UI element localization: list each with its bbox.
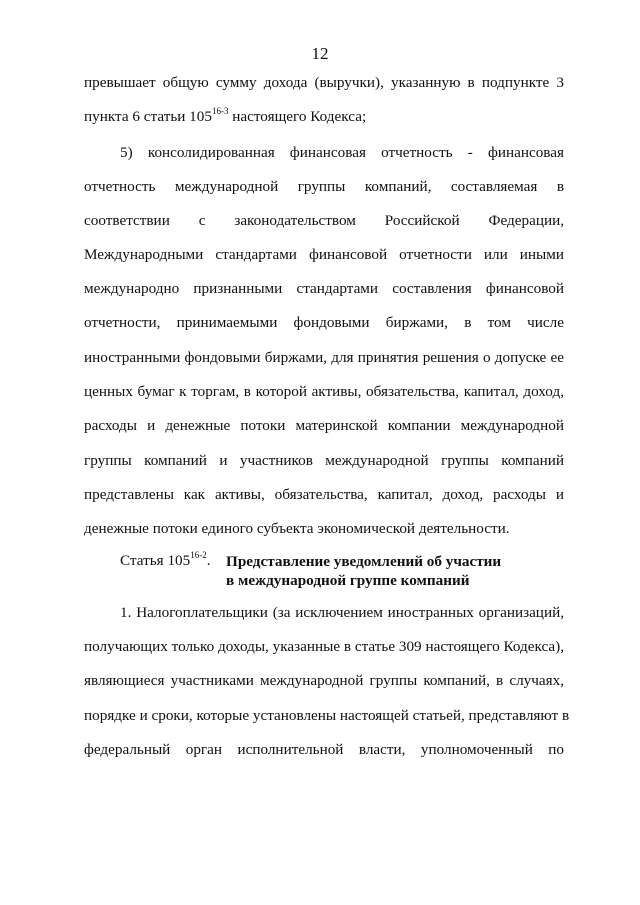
text-line: 1. Налогоплательщики (за исключением иностранных организаций, [120,604,564,621]
text-line: 5) консолидированная финансовая отчетность - финансовая [120,144,564,161]
article-label-tail: . [206,552,211,569]
text-segment: настоящего Кодекса; [228,108,367,125]
text-line: группы компаний и участников международной группы компаний [84,452,564,469]
text-segment: пункта 6 статьи 105 [84,108,212,125]
article-number [120,552,211,570]
text-line: международно признанными стандартами составления финансовой [84,280,564,297]
text-line: ценных бумаг к торгам, в которой активы, обязательства, капитал, доход, [84,383,564,400]
text-line: представлены как активы, обязательства, капитал, доход, расходы и [84,486,564,503]
article-title [226,552,501,590]
text-line: денежные потоки единого субъекта экономической деятельности. [84,520,510,537]
text-line: Международными стандартами финансовой отчетности или иными [84,246,564,263]
article-title-line: в международной группе компаний [226,572,470,589]
text-line: федеральный орган исполнительной власти, уполномоченный по [84,741,564,758]
text-line: порядке и сроки, которые установлены настоящей статьей, представляют в [84,707,570,724]
superscript: 16-3 [211,106,229,116]
text-line: превышает общую сумму дохода (выручки), указанную в подпункте 3 [84,74,564,91]
text-line: отчетность международной группы компаний, составляемая в [84,178,564,195]
superscript: 16-2 [190,550,207,560]
text-line: отчетности, принимаемыми фондовыми биржами, в том числе [84,314,564,331]
text-line: иностранными фондовыми биржами, для принятия решения о допуске ее [84,349,564,366]
text-line: соответствии с законодательством Российской Федерации, [84,212,564,229]
text-line: получающих только доходы, указанные в статье 309 настоящего Кодекса), [84,638,564,655]
article-label: Статья 105 [120,552,191,569]
text-line: расходы и денежные потоки материнской компании международной [84,417,564,434]
text-line [84,108,366,126]
text-line: являющиеся участниками международной группы компаний, в случаях, [84,672,564,689]
page-number: 12 [311,44,329,63]
article-title-line: Представление уведомлений об участии [226,553,502,570]
